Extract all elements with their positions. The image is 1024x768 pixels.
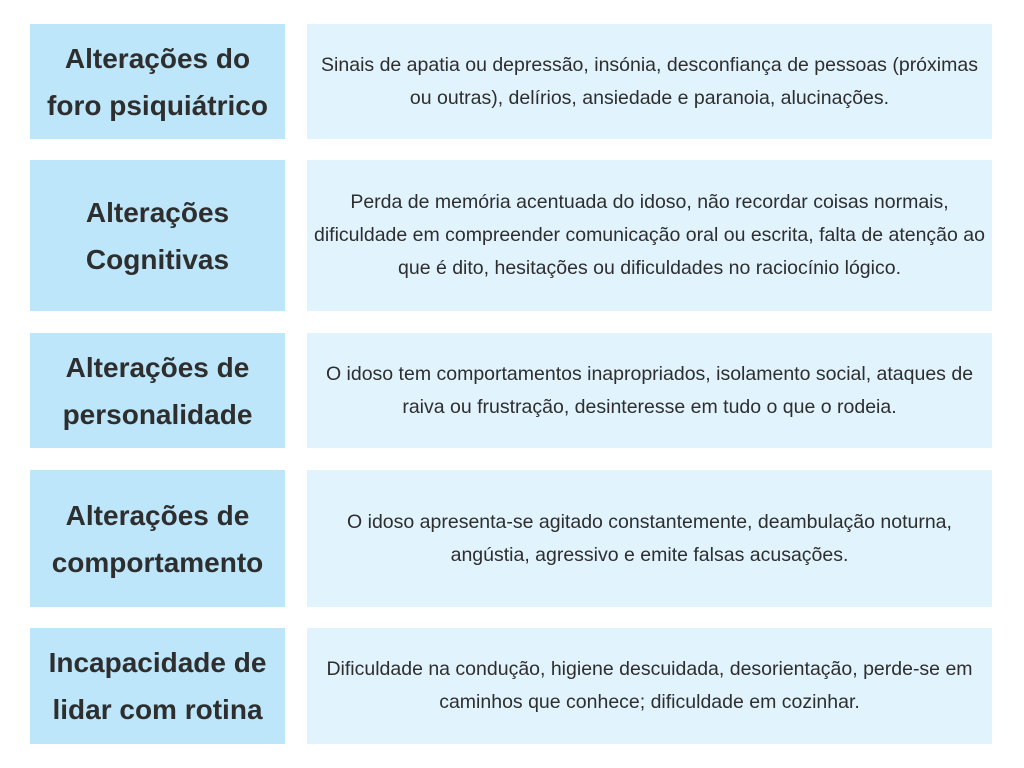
row-description: Dificuldade na condução, higiene descuidada, desorientação, perde-se em caminhos que conhece; dificuldade em cozinhar.	[307, 628, 992, 744]
row-title: Alterações Cognitivas	[30, 160, 285, 311]
row-title: Alterações de personalidade	[30, 333, 285, 448]
symptom-row-behavior	[30, 470, 992, 607]
row-description: Perda de memória acentuada do idoso, não recordar coisas normais, dificuldade em compreender comunicação oral ou escrita, falta de atenção ao que é dito, hesitações ou dificuldades no raciocínio lógico.	[307, 160, 992, 311]
symptom-row-psychiatric	[30, 24, 992, 139]
symptom-row-cognitive	[30, 160, 992, 311]
row-title: Incapacidade de lidar com rotina	[30, 628, 285, 744]
row-title: Alterações do foro psiquiátrico	[30, 24, 285, 139]
row-title: Alterações de comportamento	[30, 470, 285, 607]
row-description: O idoso tem comportamentos inapropriados, isolamento social, ataques de raiva ou frustração, desinteresse em tudo o que o rodeia.	[307, 333, 992, 448]
symptom-row-personality	[30, 333, 992, 448]
row-description: Sinais de apatia ou depressão, insónia, desconfiança de pessoas (próximas ou outras), delírios, ansiedade e paranoia, alucinações.	[307, 24, 992, 139]
row-description: O idoso apresenta-se agitado constantemente, deambulação noturna, angústia, agressivo e emite falsas acusações.	[307, 470, 992, 607]
symptom-row-routine	[30, 628, 992, 744]
